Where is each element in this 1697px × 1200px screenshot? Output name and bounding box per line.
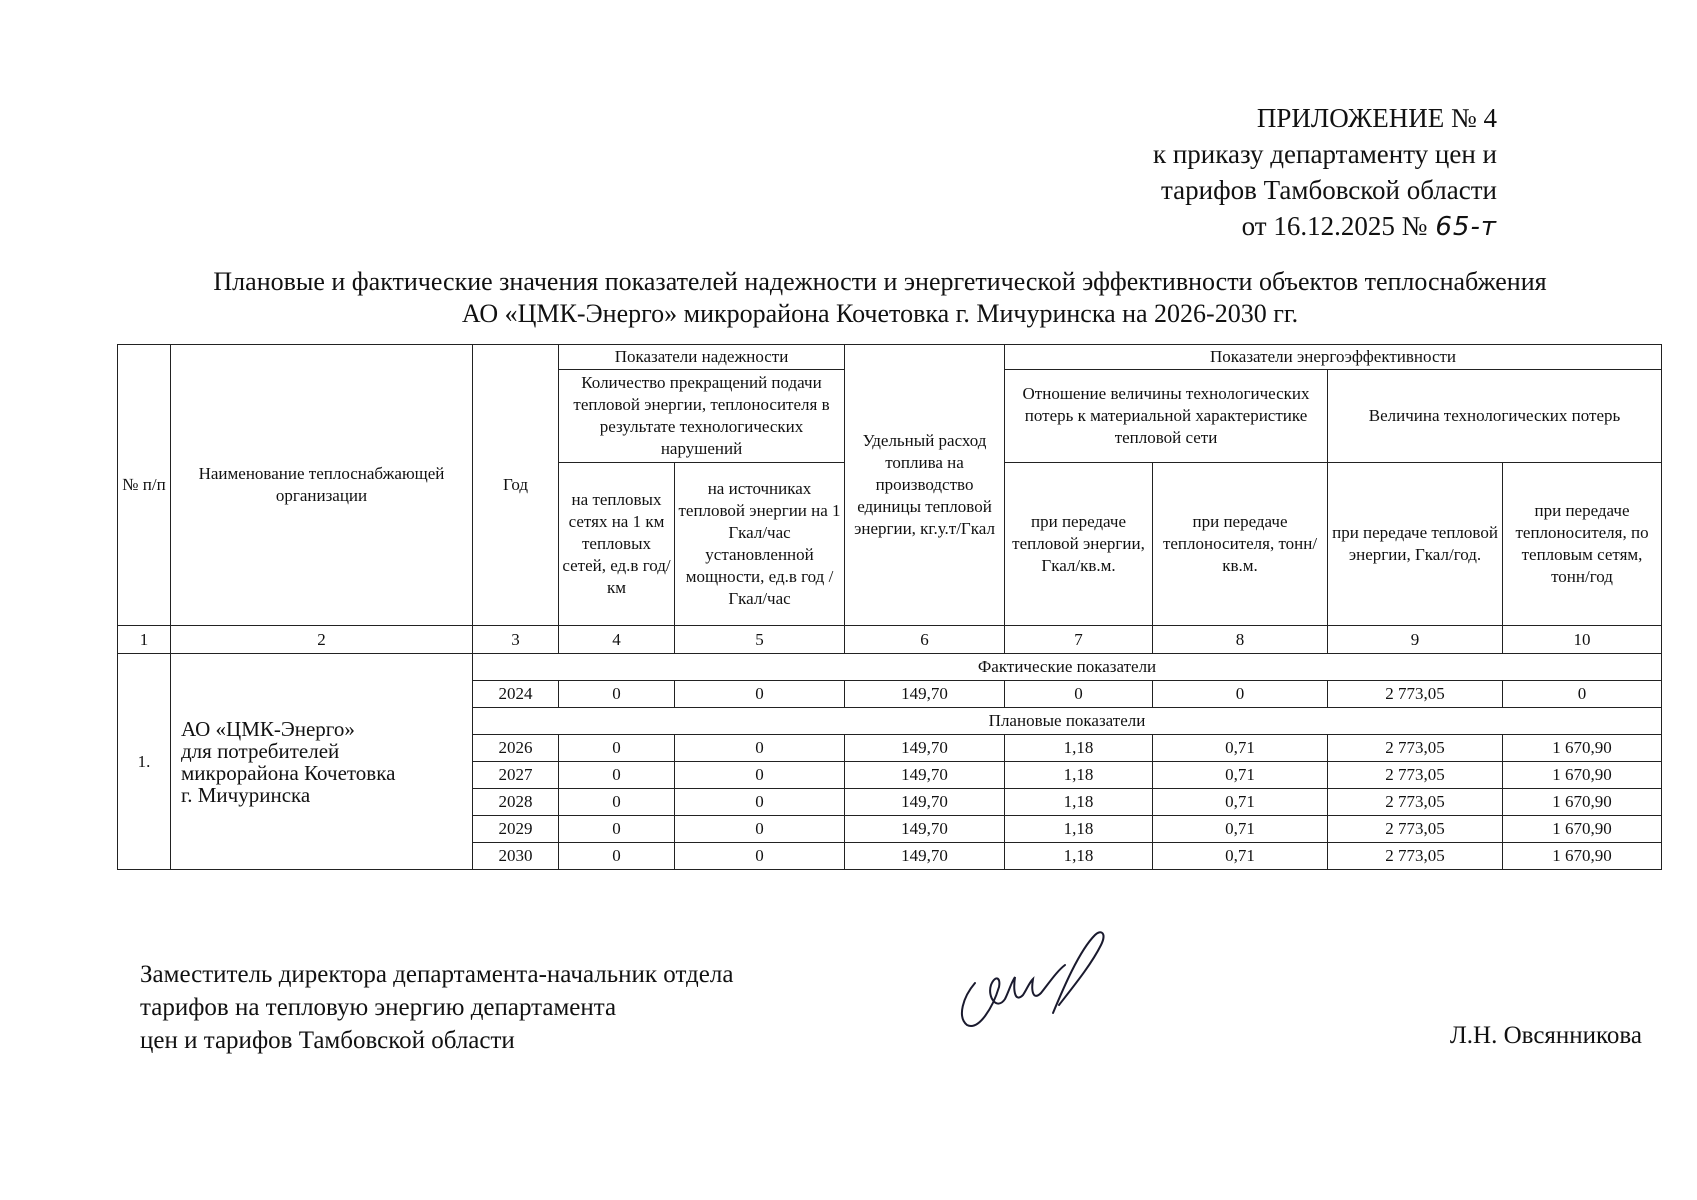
handwritten-signature (945, 925, 1125, 1035)
value-cell: 2 773,05 (1328, 816, 1503, 843)
value-cell: 1,18 (1005, 735, 1153, 762)
value-cell: 0 (675, 816, 845, 843)
header-col10: при передаче теплоносителя, по тепловым сетям, тонн/год (1503, 463, 1662, 626)
header-col7: при передаче тепловой энергии, Гкал/кв.м. (1005, 463, 1153, 626)
value-cell: 0 (559, 816, 675, 843)
col-number: 5 (675, 626, 845, 654)
value-cell: 1,18 (1005, 762, 1153, 789)
header-col6: Удельный расход топлива на производство единицы тепловой энергии, кг.у.т/Гкал (845, 345, 1005, 626)
value-cell: 0 (675, 762, 845, 789)
col-number: 6 (845, 626, 1005, 654)
value-cell: 1 670,90 (1503, 762, 1662, 789)
value-cell: 149,70 (845, 789, 1005, 816)
position-line-3: цен и тарифов Тамбовской области (140, 1027, 515, 1054)
value-cell: 0 (1005, 681, 1153, 708)
annex-title: ПРИЛОЖЕНИЕ № 4 (1256, 103, 1497, 133)
value-cell: 149,70 (845, 681, 1005, 708)
value-cell: 1 670,90 (1503, 735, 1662, 762)
value-cell: 0 (675, 789, 845, 816)
position-line-2: тарифов на тепловую энергию департамента (140, 994, 617, 1021)
value-cell: 0,71 (1153, 843, 1328, 870)
title-line-2: АО «ЦМК-Энерго» микрорайона Кочетовка г. Мичуринска на 2026-2030 гг. (461, 299, 1299, 328)
annex-date: от 16.12.2025 № (1241, 211, 1428, 241)
header-col5: на источниках тепловой энергии на 1 Гкал/час установленной мощности, ед.в год /Гкал/час (675, 463, 845, 626)
order-number-handwritten: 65-т (1435, 212, 1497, 242)
header-year: Год (473, 345, 559, 626)
value-cell: 0 (559, 843, 675, 870)
col-number: 7 (1005, 626, 1153, 654)
col-number: 8 (1153, 626, 1328, 654)
org-name-line: для потребителей (181, 738, 340, 763)
title-line-1: Плановые и фактические значения показателей надежности и энергетической эффективности объектов теплоснабжения (213, 267, 1547, 296)
value-cell: 149,70 (845, 816, 1005, 843)
col-number: 10 (1503, 626, 1662, 654)
value-cell: 0 (675, 681, 845, 708)
header-reliability-sub: Количество прекращений подачи тепловой энергии, теплоносителя в результате технологических нарушений (559, 370, 845, 463)
value-cell: 0 (1153, 681, 1328, 708)
value-cell: 0,71 (1153, 735, 1328, 762)
value-cell: 0 (559, 735, 675, 762)
value-cell: 1 670,90 (1503, 789, 1662, 816)
value-cell: 149,70 (845, 735, 1005, 762)
value-cell: 149,70 (845, 843, 1005, 870)
annex-header (1153, 100, 1497, 245)
header-losses-sub: Величина технологических потерь (1328, 370, 1662, 463)
value-cell: 0 (675, 843, 845, 870)
value-cell: 0 (559, 681, 675, 708)
org-name-line: АО «ЦМК-Энерго» (181, 716, 355, 741)
col-number: 4 (559, 626, 675, 654)
org-name-line: г. Мичуринска (181, 782, 311, 807)
value-cell: 2 773,05 (1328, 843, 1503, 870)
value-cell: 1 670,90 (1503, 843, 1662, 870)
header-org: Наименование теплоснабжающей организации (171, 345, 473, 626)
row-number: 1. (118, 654, 171, 870)
year-cell: 2030 (473, 843, 559, 870)
value-cell: 0 (559, 762, 675, 789)
value-cell: 2 773,05 (1328, 762, 1503, 789)
annex-line-1: к приказу департаменту цен и (1152, 139, 1497, 169)
year-cell: 2029 (473, 816, 559, 843)
col-number: 1 (118, 626, 171, 654)
value-cell: 0 (675, 735, 845, 762)
position-line-1: Заместитель директора департамента-начальник отдела (140, 961, 734, 988)
header-reliability-group: Показатели надежности (559, 345, 845, 370)
year-cell: 2024 (473, 681, 559, 708)
header-num: № п/п (118, 345, 171, 626)
value-cell: 1,18 (1005, 843, 1153, 870)
header-efficiency-group: Показатели энергоэффективности (1005, 345, 1662, 370)
annex-line-2: тарифов Тамбовской области (1161, 175, 1497, 205)
year-cell: 2028 (473, 789, 559, 816)
value-cell: 0 (559, 789, 675, 816)
actual-section-label: Фактические показатели (473, 654, 1662, 681)
value-cell: 2 773,05 (1328, 681, 1503, 708)
value-cell: 0,71 (1153, 789, 1328, 816)
signatory-position (140, 958, 733, 1057)
header-col9: при передаче тепловой энергии, Гкал/год. (1328, 463, 1503, 626)
value-cell: 1,18 (1005, 816, 1153, 843)
document-title (100, 266, 1660, 330)
col-number: 9 (1328, 626, 1503, 654)
value-cell: 0 (1503, 681, 1662, 708)
value-cell: 0,71 (1153, 762, 1328, 789)
value-cell: 1,18 (1005, 789, 1153, 816)
col-number: 3 (473, 626, 559, 654)
year-cell: 2026 (473, 735, 559, 762)
org-name (171, 654, 473, 870)
value-cell: 0,71 (1153, 816, 1328, 843)
annex-date-line (1153, 208, 1497, 245)
header-col4: на тепловых сетях на 1 км тепловых сетей, ед.в год/км (559, 463, 675, 626)
col-number: 2 (171, 626, 473, 654)
planned-section-label: Плановые показатели (473, 708, 1662, 735)
header-col8: при передаче теплоносителя, тонн/кв.м. (1153, 463, 1328, 626)
signatory-name: Л.Н. Овсянникова (1449, 1022, 1642, 1049)
value-cell: 1 670,90 (1503, 816, 1662, 843)
value-cell: 2 773,05 (1328, 735, 1503, 762)
year-cell: 2027 (473, 762, 559, 789)
header-ratio-sub: Отношение величины технологических потерь к материальной характеристике тепловой сети (1005, 370, 1328, 463)
indicators-table (117, 344, 1662, 870)
org-name-line: микрорайона Кочетовка (181, 760, 396, 785)
value-cell: 2 773,05 (1328, 789, 1503, 816)
value-cell: 149,70 (845, 762, 1005, 789)
